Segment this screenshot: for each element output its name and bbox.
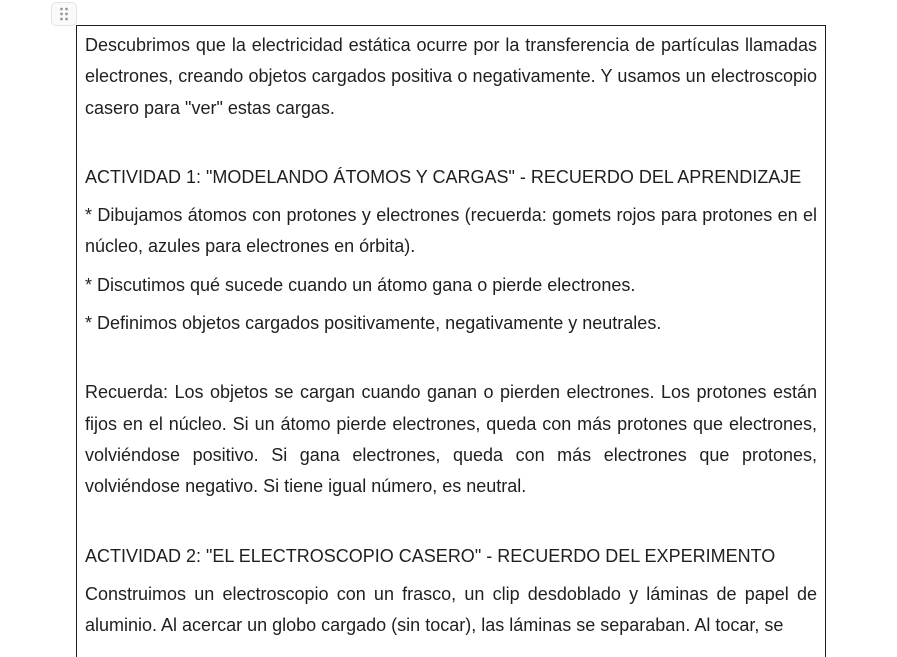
blank-line — [85, 339, 817, 377]
drag-handle-icon — [59, 6, 69, 22]
activity1-item-3: * Definimos objetos cargados positivamente, negativamente y neutrales. — [85, 313, 662, 334]
blank-line — [85, 124, 817, 162]
activity2-paragraph: Construimos un electroscopio con un frasco, un clip desdoblado y láminas de papel de aluminio. Al acercar un globo cargado (sin tocar), las láminas se separaban. Al tocar, se — [85, 583, 817, 636]
activity1-heading: ACTIVIDAD 1: "MODELANDO ÁTOMOS Y CARGAS" - RECUERDO DEL APRENDIZAJE — [85, 166, 802, 187]
reminder-paragraph: Recuerda: Los objetos se cargan cuando ganan o pierden electrones. Los protones están fijos en el núcleo. Si un átomo pierde electrones, queda con más protones que electrones, volviéndose positivo. Si gana electrones, queda con más electrones que protones, volviéndose negativo. Si tiene igual número, es neutral. — [85, 382, 817, 497]
blank-line — [85, 503, 817, 541]
drag-handle[interactable] — [51, 2, 77, 26]
document-text-block[interactable] — [85, 30, 817, 648]
intro-paragraph: Descubrimos que la electricidad estática ocurre por la transferencia de partículas llamadas electrones, creando objetos cargados positiva o negativamente. Y usamos un electroscopio casero para "ver" estas cargas. — [85, 35, 817, 118]
activity2-heading: ACTIVIDAD 2: "EL ELECTROSCOPIO CASERO" - RECUERDO DEL EXPERIMENTO — [85, 545, 776, 566]
activity1-item-2: * Discutimos qué sucede cuando un átomo gana o pierde electrones. — [85, 274, 636, 295]
activity1-item-1: * Dibujamos átomos con protones y electrones (recuerda: gomets rojos para protones en el núcleo, azules para electrones en órbita). — [85, 205, 817, 257]
